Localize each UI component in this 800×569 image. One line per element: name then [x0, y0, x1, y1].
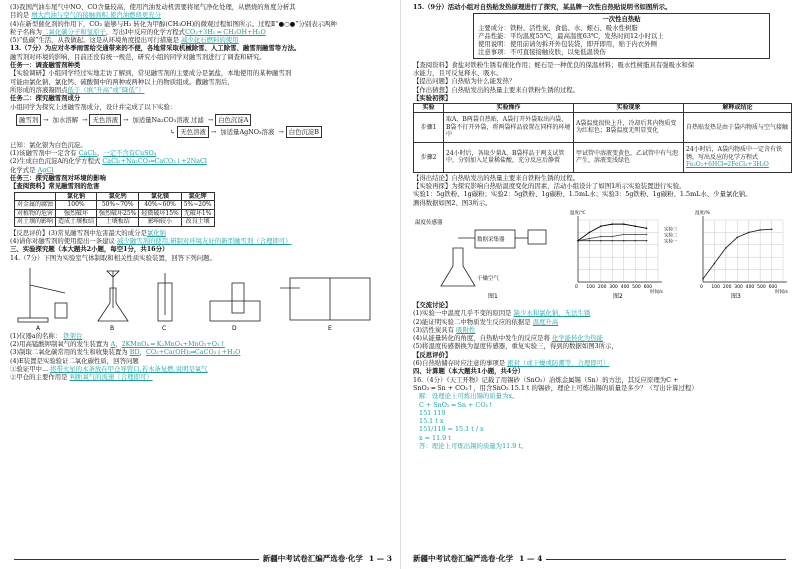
x-tick-label: 600 [643, 284, 653, 290]
data-point [702, 278, 704, 280]
left-page: (3)我国汽油车尾气中NO、CO含量较高，使用汽油发动机需要将尾气净化处理，从燃烧的角度分析其 目的是 增大汽油与空气的接触面积,使汽油燃烧更充分 (4)在新型催化剂的作用下，CO₂ 能够与H₂ 转化为甲醇(CH₃OH)的微观过程如图所示。过程Ⅱ“●○●”分别表示两种 粒子名称为二氧化碳分子和氢原子，写出Ⅰ中反应的化学方程式CO₂+3H₂ ═ CH₃OH+H₂O (5)“低碳”生活，从我做起。这是从环境角度提出可行措施是 减少化石燃料的使用 13.（7分）为应对冬季雨雪给交通带来的不便，各地常采取机械除雪、人工除雪、融雪剂融雪等方法。 融雪剂对环境的影响，目前还没有统一规范，研究小组的同学对融雪剂进行了调查和研究。 任务一：调查融雪剂种类 【实验调研】小组同学经过实地走访了解到，常见融雪剂的主要成分是氯盐，本地使用的某种融雪剂 可能由氯化钠、氯化钙、硫酸铜中的两种或两种以上的物质组成。撒融雪剂后， 所形成的溶液凝固点低于（填“升高”或“降低”） 任务二：探究融雪剂成分 小组同学为探究上述融雪剂成分，设计并完成了以下实验： 融雪剂 → 加水溶解 → 无色溶液 → 加适量Na₂CO₃溶液 过滤 → 白色沉淀A ↳ 无色溶液 → 加适量AgNO₃溶液 → 白色沉淀B 已知：氯化银为白色沉淀。 (1)该融雪剂中一定含有 CaCl₂，一定不含有CuSO₄ (2)生成白色沉淀A的化学方程式 CaCl₂+Na₂CO₃═CaCO₃↓+2NaCl 化学式是 AgCl 任务三：探究融雪剂对环境的影响 【查阅资料】常见融雪剂的危害 氯化钠 氯化钙 氯化镁 氯化钾 对金属的腐蚀 100% 50%~70% 40%~60% 5%~20% 对植物的危害 强烈破坏 强烈破坏25% 轻微破坏15% 无破坏1% 对土壤的影响 造成土壤板结 土壤板结 影响较小 改良土壤 【反思评价】(3)常见融雪剂中危害最大的成分是氯化钠 (4)请你对融雪剂的使用提出一条建议 减少融雪剂的使用,研制对环境友好的新型融雪剂（合理即可） 三、实验探究题（本大题共2小题，每空1分，共16分） 14.（7分）下图为实验室气体制取和相关性质实验装置，回答下列问题。 A B C D E (1)仪器a的名称： 铁架台 (2)用高锰酸钾制氧气的发生装置为 A，2KMnO₄ ═ K₂MnO₄+MnO₂+O₂↑ (3)制取二氧化碳常用的发生和收集装置为 BD，CO₂+Ca(OH)₂═CaCO₃↓+H₂O (4)E装置是实验验证二氧化碳性质，回答问题 ①验证甲中... 将带火星的木条放在甲仓导管口,若木条复燃,说明是氧气 ②甲仓的主要作用是 判断氧气的流速（合理即可） 新疆中考试卷汇编严选卷·化学 1 — 3 [0, 0, 400, 569]
table-header: 氯化钙 [97, 192, 139, 201]
data-point [771, 228, 773, 230]
q13-reflect: 【反思评价】(3)常见融雪剂中危害最大的成分是 [10, 228, 147, 237]
answer: 缺少水和氯化钠，无法生锈 [513, 309, 591, 318]
label-B: B [110, 324, 115, 331]
chart-fig2 [570, 209, 678, 295]
fig-caption: 图2 [613, 292, 623, 300]
x-tick-label: 500 [632, 284, 641, 290]
table-header: 氯化镁 [139, 192, 181, 201]
table-header: 实验现象 [574, 104, 684, 113]
table-cell: 步骤2 [414, 142, 444, 172]
hazard-table [14, 192, 215, 227]
x-tick-label: 300 [734, 284, 743, 290]
q14-line: (3)制取二氧化碳常用的发生和收集装置为 [10, 348, 128, 357]
experiment-table [413, 103, 792, 173]
q15-comm: (2)能证明实验二中物质发生反应的依据是 [413, 317, 531, 326]
answer: 二氧化碳分子和氢原子 [41, 27, 106, 36]
flow-step: 加适量AgNO₃溶液 [220, 127, 275, 136]
footer-title: 新疆中考试卷汇编严选卷·化学 [262, 553, 363, 563]
data-point [646, 240, 648, 242]
x-tick-label: 100 [711, 284, 721, 290]
q15-comm: (4)从能量转化的角度，自热贴中发生的反应是将 [413, 334, 550, 343]
q13-line: 任务一：调查融雪剂种类 [10, 61, 81, 70]
series-label: 实验三 [664, 227, 678, 233]
page-number: 1 — 4 [519, 553, 543, 563]
data-point [634, 234, 636, 236]
answer: A [110, 340, 116, 349]
answer: CO₂+3H₂ ═ CH₃OH+H₂O [185, 27, 266, 36]
data-point [589, 232, 591, 234]
q15-comm: (3)活性炭具有 [413, 325, 455, 334]
q13-reflect: (4)请你对融雪剂的使用提出一条建议 [10, 236, 115, 245]
table-header: 解释或结论 [684, 104, 792, 113]
q13-head: 13.（7分）为应对冬季雨雪给交通带来的不便，各地常采取机械除雪、人工除雪、融雪剂融雪等方法。 [10, 44, 301, 53]
q15-section: 【查阅资料】食盐对铁粉生锈有催化作用；蛭石是一种优良的保温材料；吸水性树脂具有强吸水和保 [413, 60, 695, 69]
q13-line: 融雪剂对环境的影响，目前还没有统一规范，研究小组的同学对融雪剂进行了调查和研究。 [10, 52, 266, 61]
figures [413, 208, 791, 300]
series-label: 实验一 [664, 239, 678, 245]
q16-line: SnO₂ ═ Sn + CO₂↑，用含SnO₂ 15.1 t 的锡砂，理论上可炼出锡的质量是多少？（写出计算过程） [413, 383, 698, 392]
q13-after: (2)生成白色沉淀A的化学方程式 [10, 157, 101, 166]
q15-line: 【作出猜想】自热贴发出的热量主要来自铁粉生锈的过程。 [413, 85, 580, 94]
q12-line: (5)“低碳”生活，从我做起。这是从环境角度提出可行措施是 [10, 36, 179, 45]
answer: CO₂+Ca(OH)₂═CaCO₃↓+H₂O [145, 348, 241, 357]
answer: 减少化石燃料的使用 [181, 36, 239, 45]
q14-line: (2)用高锰酸钾制氧气的发生装置为 [10, 340, 109, 349]
flow-diagram: 融雪剂 → 加水溶解 → 无色溶液 → 加适量Na₂CO₃溶液 过滤 → 白色沉淀A ↳ 无色溶液 → 加适量AgNO₃溶液 → 白色沉淀B [14, 114, 392, 138]
solution-line: 15.1 t x [419, 417, 444, 426]
data-point [600, 225, 602, 227]
table-cell: 50%~70% [97, 201, 139, 210]
x-tick-label: 600 [768, 284, 778, 290]
flow-box: 融雪剂 [16, 114, 41, 126]
chart-fig3 [695, 209, 789, 295]
q13-after: 已知：氯化银为白色沉淀。 [10, 140, 87, 149]
table-row [414, 112, 792, 142]
q12-line: 目的是 [10, 11, 30, 20]
label-C: C [162, 324, 167, 331]
cell-text: 24小时后，A袋内物质中一定含有铁锈，写出反应的化学方程式 [686, 146, 782, 161]
apparatus-figure [10, 263, 390, 331]
fig1-label: 干燥空气 [477, 275, 500, 282]
x-axis-label: 时间/s [650, 289, 663, 295]
q15-comm: 【交流讨论】 [413, 300, 452, 309]
solution-line: 151 119 [419, 408, 446, 417]
alcohol-lamp [55, 303, 67, 318]
footer-title: 新疆中考试卷汇编严选卷·化学 [413, 553, 514, 563]
label-E: E [328, 324, 332, 331]
section-heading: 三、实验探究题（本大题共2小题，每空1分，共16分） [10, 245, 169, 254]
table-cell: 100% [56, 201, 97, 210]
table-cell: 土壤板结 [97, 218, 139, 227]
solution-line: C + SnO₂ ═ Sn + CO₂↑ [419, 400, 494, 409]
computer [528, 230, 546, 244]
q12-line: (3)我国汽油车尾气中NO、CO含量较高，使用汽油发动机需要将尾气净化处理，从燃烧的角度分析其 [10, 3, 296, 11]
q13-line: 所形成的溶液凝固点 [10, 85, 68, 94]
q15-line: 水能力，且可反复释水、吸水。 [413, 69, 503, 78]
flow-box: 白色沉淀B [286, 126, 322, 138]
table-cell: 5%~20% [181, 201, 214, 210]
stand-base [18, 318, 48, 322]
table-cell: 造成土壤板结 [56, 218, 97, 227]
table-row [15, 201, 215, 210]
x-tick-label: 0 [700, 284, 703, 290]
flow-box: 无色溶液 [89, 114, 121, 126]
page-number: 1 — 3 [368, 553, 392, 563]
answer: 减少融雪剂的使用,研制对环境友好的新型融雪剂（合理即可） [116, 236, 292, 245]
fig-caption: 图1 [488, 292, 498, 300]
table-cell: 40%~60% [139, 201, 181, 210]
water-trough [210, 301, 260, 321]
table-row [414, 142, 792, 172]
x-axis-label: 时间/s [775, 289, 788, 295]
q13-line: 【实验调研】小组同学经过实地走访了解到，常见融雪剂的主要成分是氯盐，本地使用的某种融雪剂 [10, 69, 292, 78]
table-cell: 甲试管中溶液变黄色，乙试管中有气泡产生，溶液变浅绿色 [574, 142, 684, 172]
x-tick-label: 100 [586, 284, 596, 290]
flask [441, 248, 475, 286]
table-cell: 24小时后，各取少量A、B袋样品于两支试管中，分别加入足量稀盐酸，充分反应后静置 [444, 142, 574, 172]
q16-head: 16.（4分）《天工开物》记载了用锡砂（SnO₂）冶炼金属锡（Sn）的方法，其反应原理为C + [413, 375, 679, 384]
series-label: 实验二 [664, 233, 678, 239]
product-label [473, 13, 770, 58]
x-tick-label: 400 [620, 284, 630, 290]
page-footer [0, 553, 400, 565]
q15-line: 【提出问题】自热贴为什么能发热？ [413, 77, 516, 86]
table-cell: 对金属的腐蚀 [15, 201, 56, 210]
answer: 增大汽油与空气的接触面积,使汽油燃烧更充分 [31, 11, 162, 20]
answer: 将带火星的木条放在甲仓导管口,若木条复燃,说明是氧气 [50, 365, 208, 374]
table-header: 实验 [414, 104, 444, 113]
right-page [400, 0, 800, 569]
answer: 化学能转化为热能 [551, 334, 604, 343]
data-point [634, 225, 636, 227]
q14-line: (4)E装置是实验验证二氧化碳性质，回答问题 [10, 356, 139, 365]
table-cell [684, 142, 792, 172]
q13-line: 小组同学为探究上述融雪剂成分，设计并完成了以下实验： [10, 102, 177, 111]
q15-comm: 【反思评价】 [413, 350, 452, 359]
test-tube [30, 285, 65, 293]
table-header: 氯化钾 [181, 192, 214, 201]
q15-more: 测得数据如图2、图3所示。 [413, 198, 492, 207]
answer: 铁架台 [63, 331, 83, 340]
answer: 吸附性 [456, 325, 476, 334]
x-tick-label: 0 [575, 284, 578, 290]
q15-comm: (6)自热贴储存时应注意的事项是 [413, 359, 506, 368]
answer: 密封（或干燥或防潮等，合理即可） [507, 359, 610, 368]
data-point [611, 223, 613, 225]
answer: 氯化钠 [146, 228, 167, 237]
table-cell: 影响较小 [139, 218, 181, 227]
page-footer [401, 553, 800, 565]
table-cell: 对植物的危害 [15, 209, 56, 218]
q15-more: 【得出结论】自热贴发出的热量主要来自铁粉生锈的过程。 [413, 173, 580, 182]
answer: 温度升高 [532, 317, 559, 326]
q15-head: 15.（9分）活动小组对自热贴发热原理进行了探究，某品牌一次性自热贴说明书如图所示。 [413, 3, 672, 11]
answer: CaCl₂ [78, 149, 97, 158]
table-row [15, 209, 215, 218]
data-point [623, 234, 625, 236]
flow-step: 加水溶解 [52, 115, 79, 124]
q12-line: (4)在新型催化剂的作用下，CO₂ 能够与H₂ 转化为甲醇(CH₃OH)的微观过程如图所示。过程Ⅱ“●○●”分别表示两种 [10, 19, 337, 28]
table-cell: 对土壤的影响 [15, 218, 56, 227]
x-tick-label: 200 [597, 284, 607, 290]
q13-line: 可能由氯化钠、氯化钙、硫酸铜中的两种或两种以上的物质组成。撒融雪剂后， [10, 77, 234, 86]
q14-line: (1)仪器a的名称： [10, 331, 62, 340]
table-row [15, 218, 215, 227]
y-axis-label: 温度/℃ [570, 210, 586, 216]
data-point [646, 227, 648, 229]
q14-line: ①验证甲中... [10, 365, 49, 374]
label-A: A [36, 324, 41, 331]
data-point [611, 236, 613, 238]
x-tick-label: 300 [609, 284, 618, 290]
q15-line: 【实验初探】 [413, 93, 452, 102]
answer: CaCl₂+Na₂CO₃═CaCO₃↓+2NaCl [102, 157, 207, 166]
q13-line: 任务二：探究融雪剂成分 [10, 94, 81, 103]
data-point [748, 232, 750, 234]
table-cell: 取A、B两袋自热贴，A袋打开外袋取出内袋，B袋不打开外袋，将两袋样品放置在同样的环境中 [444, 112, 574, 142]
answer: BD [129, 348, 140, 357]
data-point [611, 240, 613, 242]
label-line: 主要成分：铁粉、活性炭、食盐、水、蛭石、吸水性树脂 [478, 23, 638, 32]
table-header-row [414, 104, 792, 113]
label-D: D [232, 324, 237, 331]
q12-line: 粒子名称为 [10, 27, 42, 36]
data-point [600, 240, 602, 242]
table-header [15, 192, 56, 201]
table-header-row [15, 192, 215, 201]
x-tick-label: 200 [722, 284, 732, 290]
answer: 低于（填“升高”或“降低”） [67, 85, 145, 94]
fig-caption: 图3 [731, 292, 741, 300]
answer: 2KMnO₄ ═ K₂MnO₄+MnO₂+O₂↑ [121, 340, 225, 349]
data-point [725, 247, 727, 249]
q13-after: (1)该融雪剂中一定含有 [10, 149, 77, 158]
solution-line: 151/119 = 15.1 t / x [419, 425, 484, 434]
table-cell: 无破坏1% [181, 209, 214, 218]
data-point [634, 240, 636, 242]
solution-line: 答：理论上可炼出锡的质量为11.9 t。 [419, 442, 528, 450]
table-cell: A袋温度很快上升，冷却后其内物质变为红棕色；B袋温度无明显变化 [574, 112, 684, 142]
label-line: 使用说明：使用前请勿拆开外包装袋，即开即用，贴于内衣外侧 [478, 40, 657, 49]
section-heading: 四、计算题（本大题共1小题，共4分） [413, 367, 525, 376]
table-cell: 强烈破坏25% [97, 209, 139, 218]
data-point [577, 240, 579, 242]
collect-bottle [232, 283, 244, 313]
table-cell: 步骤1 [414, 112, 444, 142]
data-point [623, 240, 625, 242]
data-point [646, 234, 648, 236]
data-point [623, 223, 625, 225]
answer: 一定不含有CuSO₄ [103, 149, 157, 158]
answer: Fe₂O₃+6HCl═2FeCl₃+3H₂O [686, 161, 769, 169]
table-cell: 轻微破坏15% [139, 209, 181, 218]
fig1-label: 温度传感器 [415, 219, 443, 226]
table-cell: 强烈破坏 [56, 209, 97, 218]
q14-line: ②甲仓的主要作用是 [10, 373, 68, 382]
data-point [714, 263, 716, 265]
answer: AgCl [37, 165, 54, 174]
label-line: 产品性能：平均温度55℃，最高温度63℃，发热时间12小时以上 [478, 31, 664, 40]
fig1-label: 数据采集器 [477, 236, 505, 243]
table-title: 【查阅资料】常见融雪剂的危害 [10, 182, 100, 191]
data-point [589, 240, 591, 242]
table-cell: 自热贴发热是由于袋内物质与空气接触 [684, 112, 792, 142]
q13-after: 化学式是 [10, 165, 36, 174]
data-point [600, 236, 602, 238]
table-header: 实验操作 [444, 104, 574, 113]
q15-comm: (5)将湿度传感器换为湿度传感器，重复实验三，得到的数据如图3所示， [413, 342, 618, 351]
label-title: 一次性自热贴 [602, 15, 641, 24]
flow-box: 无色溶液 [177, 126, 209, 138]
q14-head: 14.（7分）下图为实验室气体制取和相关性质实验装置，回答下列问题。 [10, 253, 216, 262]
data-point [736, 237, 738, 239]
solution-line: x = 11.9 t [419, 433, 451, 442]
q13-task3: 任务三：探究融雪剂对环境的影响 [10, 174, 106, 183]
q16-solution [413, 392, 790, 450]
q15-comm: (1)实验一中温度几乎不变的原因是 [413, 309, 512, 318]
solution-line: 解：设理论上可炼出锡的质量为x。 [419, 392, 519, 401]
x-tick-label: 500 [757, 284, 766, 290]
data-point [589, 238, 591, 240]
q12-line: ，写出Ⅰ中反应的化学方程式 [105, 27, 186, 36]
q15-more: 【实验再探】为探究影响自热贴温度变化的因素，活动小组设计了如图1所示实验装置进行实验。 [413, 182, 686, 191]
answer: 判断氧气的流速（合理即可） [69, 373, 153, 382]
x-tick-label: 400 [745, 284, 755, 290]
y-axis-label: 湿度/% [695, 210, 710, 216]
table-cell: 改良土壤 [181, 218, 214, 227]
label-line: 注意事项：不可直接接触皮肤，以免低温烫伤 [478, 48, 606, 57]
flow-step: 加适量Na₂CO₃溶液 过滤 [132, 115, 204, 124]
q15-more: 实验1：5g铁粉、1g碳粉；实验2：5g铁粉、1g碳粉、1.5mL水；实验3：5g铁粉、1g碳粉、1.5mL水、少量氯化钠。 [413, 190, 752, 199]
flow-box: 白色沉淀A [215, 114, 251, 126]
table-header: 氯化钠 [56, 192, 97, 201]
data-point [759, 229, 761, 231]
